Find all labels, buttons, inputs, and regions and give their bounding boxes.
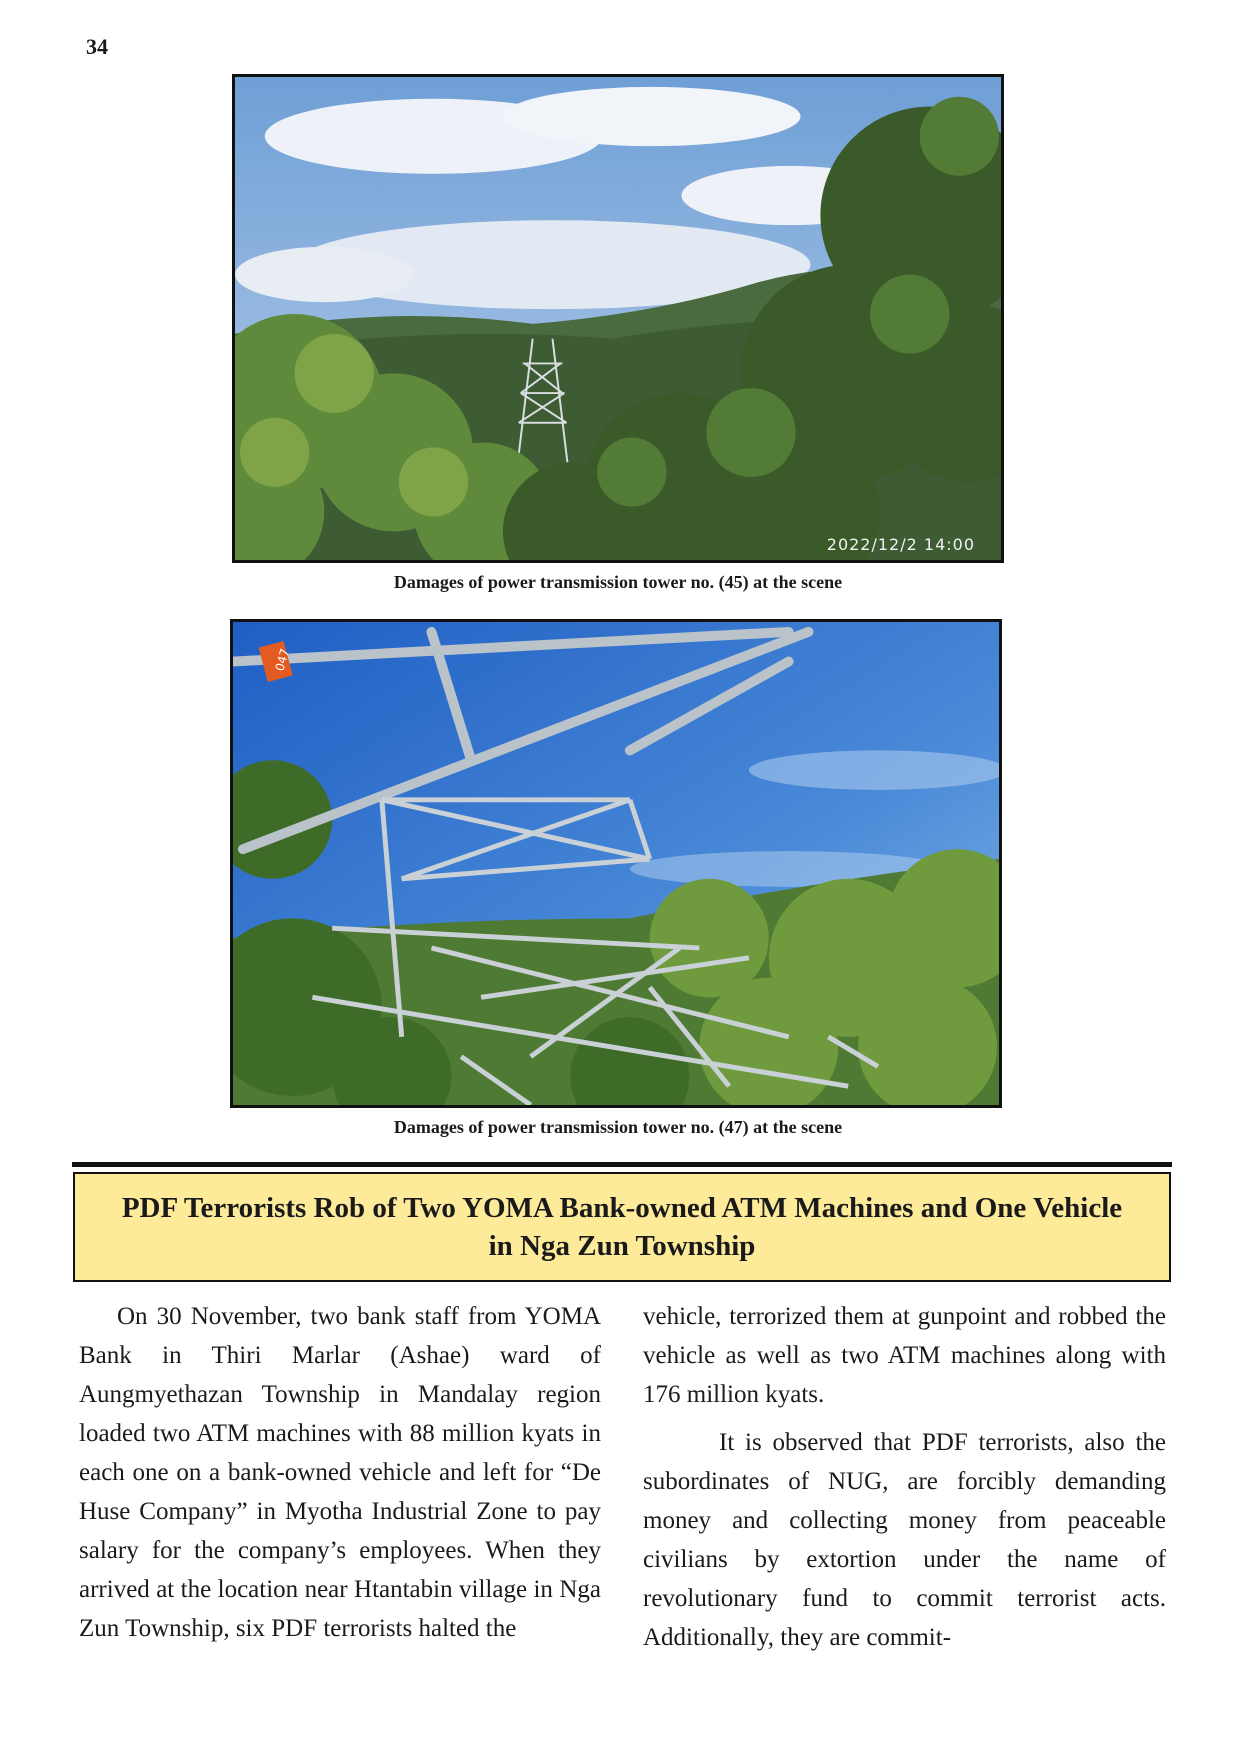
tower-45-scene: [235, 77, 1001, 560]
tower-tag-text: 047: [272, 647, 292, 673]
article-column-left: [79, 1297, 601, 1648]
caption-tower-47: Damages of power transmission tower no. (47) at the scene: [393, 1117, 843, 1137]
page-number: 34: [86, 34, 108, 59]
article-headline: PDF Terrorists Rob of Two YOMA Bank-owned ATM Machines and One Vehicle in Nga Zun Township: [121, 1192, 1123, 1262]
article-paragraph: It is observed that PDF terrorists, also the subordinates of NUG, are forcibly demanding money and collecting money from peaceable civilians by extortion under the name of revolutionary fund to commit terrorist acts. Additionally, they are commit-: [643, 1429, 1166, 1651]
section-divider: [72, 1162, 1172, 1167]
photo-timestamp: 2022/12/2 14:00: [826, 535, 975, 554]
article-column-right: [643, 1297, 1166, 1657]
caption-tower-45: Damages of power transmission tower no. (45) at the scene: [393, 572, 843, 592]
article-paragraph: On 30 November, two bank staff from YOMA Bank in Thiri Marlar (Ashae) ward of Aungmyethazan Township in Mandalay region loaded two ATM machines with 88 million kyats in each one on a bank-owned vehicle and left for “De Huse Company” in Myotha Industrial Zone to pay salary for the company’s employees. When they arrived at the location near Htantabin village in Nga Zun Township, six PDF terrorists halted the: [79, 1303, 601, 1642]
tower-47-scene: [233, 622, 999, 1105]
photo-tower-47: [230, 619, 1002, 1108]
article-paragraph: vehicle, terrorized them at gunpoint and robbed the vehicle as well as two ATM machines along with 176 million kyats.: [643, 1303, 1166, 1408]
photo-tower-45: [232, 74, 1004, 563]
headline-box: [73, 1172, 1171, 1282]
